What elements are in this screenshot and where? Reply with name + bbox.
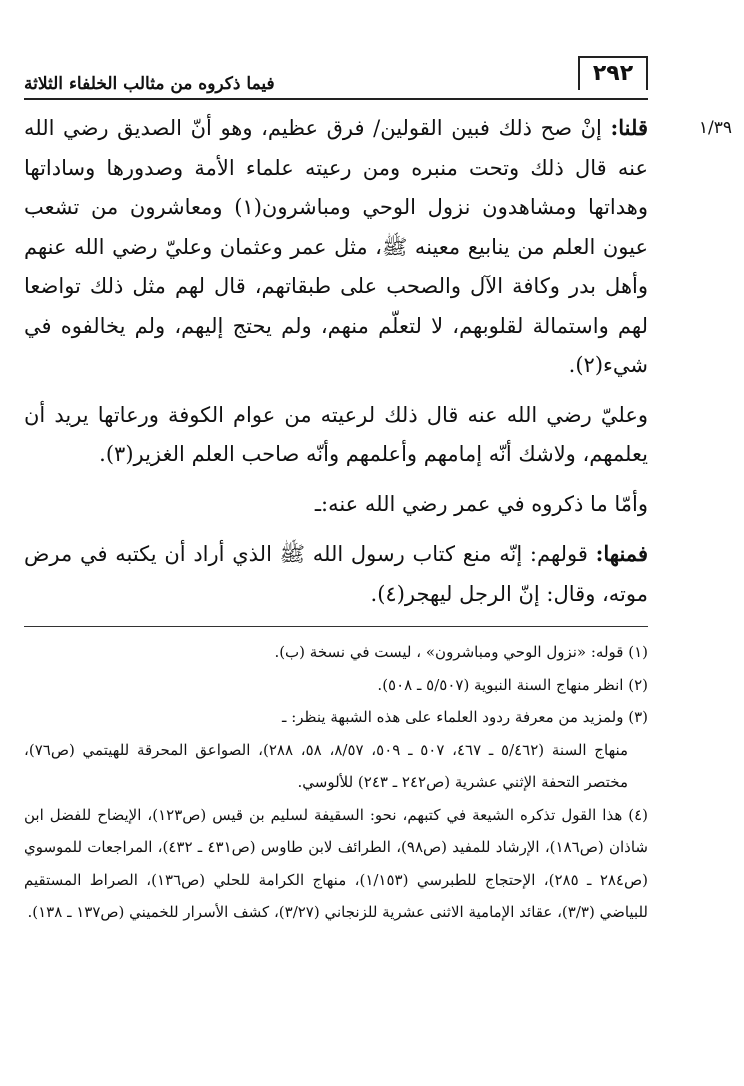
footnote-1: (١) قوله: «نزول الوحي ومباشرون» ، ليست في نسخة (ب).	[274, 643, 648, 661]
paragraph-4-lead: فمنها:	[595, 541, 648, 566]
footnote-3: (٣) ولمزيد من معرفة ردود العلماء على هذه الشبهة ينظر: ـ	[282, 708, 648, 726]
footnote-3-continued: منهاج السنة (٥/٤٦٢ ـ ٤٦٧، ٥٠٧ ـ ٥٠٩، ٨/٥٧، ٥٨، ٢٨٨)، الصواعق المحرقة للهيتمي (ص٧٦)، مختصر التحفة الإثني عشرية (ص٢٤٢ ـ ٢٤٣) للألوسي.	[24, 740, 629, 791]
paragraph-4-text: قولهم: إنّه منع كتاب رسول الله ﷺ الذي أراد أن يكتبه في مرض موته، وقال: إنّ الرجل ليهجر(٤).	[24, 542, 648, 606]
main-text	[24, 108, 648, 614]
page-number: ٢٩٢	[578, 56, 648, 90]
footnote-separator	[24, 626, 648, 627]
paragraph-3: وأمّا ما ذكروه في عمر رضي الله عنه:ـ	[314, 491, 648, 516]
margin-reference: ١/٣٩	[698, 118, 732, 138]
footnote-2: (٢) انظر منهاج السنة النبوية (٥/٥٠٧ ـ ٥٠٨).	[377, 675, 648, 694]
running-header	[24, 56, 648, 100]
paragraph-1	[24, 108, 648, 386]
footnote-4: (٤) هذا القول تذكره الشيعة في كتبهم، نحو: السقيفة لسليم بن قيس (ص١٢٣)، الإيضاح للفضل ابن شاذان (ص١٨٦)، الإرشاد للمفيد (ص٩٨)، الطرائف لابن طاوس (ص٤٣١ ـ ٤٣٢)، المراجعات للموسوي (ص٢٨٤ ـ ٢٨٥)، الإحتجاج للطبرسي (١/١٥٣)، منهاج الكرامة للحلي (ص١٣٦)، الصراط المستقيم للبياضي (٣/٣)، عقائد الإمامية الاثنى عشرية للزنجاني (٣/٢٧)، كشف الأسرار للخميني (ص١٣٧ ـ ١٣٨).	[24, 805, 648, 921]
paragraph-1-lead: قلنا:	[610, 115, 648, 140]
paragraph-2: وعليّ رضي الله عنه قال ذلك لرعيته من عوام الكوفة ورعاتها يريد أن يعلمهم، ولاشك أنّه إمامهم وأعلمهم وأنّه صاحب العلم الغزير(٣).	[24, 402, 648, 466]
paragraph-4	[24, 534, 648, 614]
footnotes	[24, 636, 648, 929]
paragraph-1-text: إنْ صح ذلك فبين القولين/ فرق عظيم، وهو أنّ الصديق رضي الله عنه قال ذلك وتحت منبره ومن رعيته علماء الأمة وصدورها وساداتها وهداتها ومشاهدون نزول الوحي ومباشرون(١) ومعاشرون من تشعب عيون العلم من ينابيع معينه ﷺ، مثل عمر وعثمان وعليّ رضي الله عنهم وأهل بدر وكافة الآل والصحب على طبقاتهم، قال لهم مثل ذلك تواضعا لهم واستمالة لقلوبهم، لا لتعلّم منهم، ولم يحتج إليهم، ولم يخالفوه في شيء(٢).	[24, 116, 648, 377]
header-title: فيما ذكروه من مثالب الخلفاء الثلاثة	[24, 74, 275, 94]
